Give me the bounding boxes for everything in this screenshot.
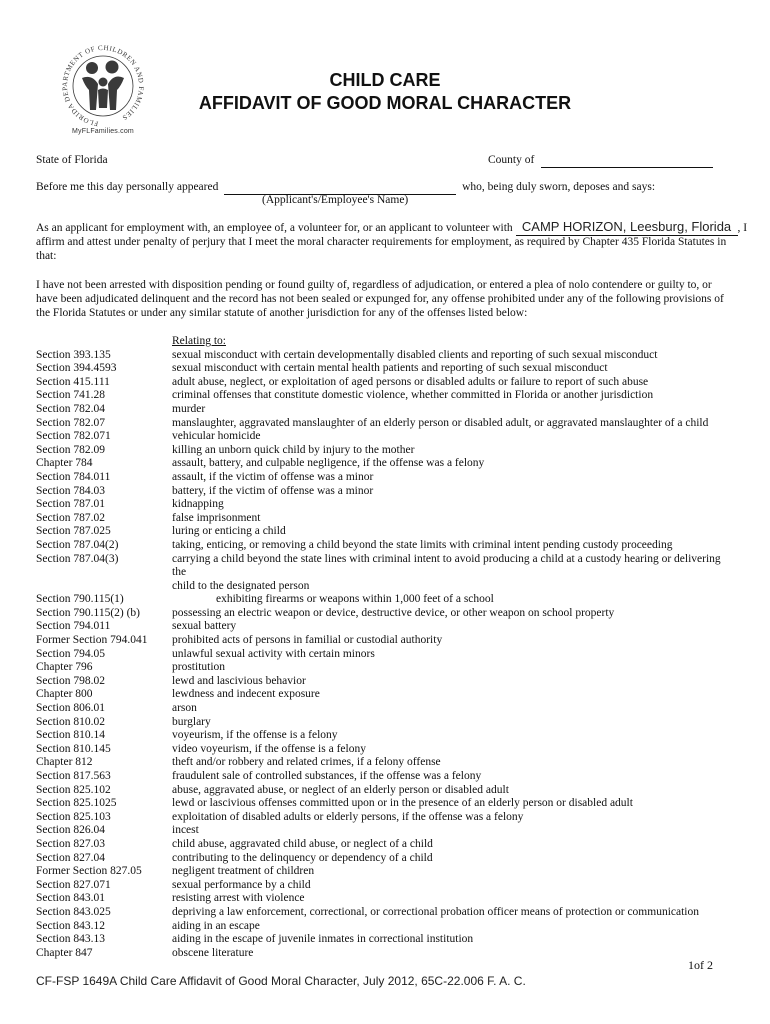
offense-description: aiding in an escape [172,919,260,932]
offense-description: exploitation of disabled adults or elderly persons, if the offense was a felony [172,810,524,823]
offense-row [36,539,736,553]
offense-section: Section 826.04 [36,824,105,837]
offense-row [36,485,736,499]
offense-section: Section 825.102 [36,783,111,796]
offense-section: Section 790.115(2) (b) [36,606,141,619]
employment-line1 [36,220,747,236]
offense-row [36,403,736,417]
employment-line2: affirm and attest under penalty of perjury that I meet the moral character requirements for employment, as required by Chapter 435 Florida Statutes in [36,236,727,248]
offense-section: Section 394.4593 [36,362,117,375]
offense-description: exhibiting firearms or weapons within 1,000 feet of a school [216,593,494,606]
offense-row [36,593,736,607]
form-id: CF-FSP 1649A Child Care Affidavit of Good Moral Character, July 2012, 65C-22.006 F. A. C. [36,974,526,988]
employer-value: CAMP HORIZON, Leesburg, Florida [521,219,732,234]
relating-to-header: Relating to: [172,335,226,347]
offense-section: Chapter 796 [36,661,93,674]
offense-row [36,920,736,934]
offense-description: obscene literature [172,946,254,959]
offense-section: Section 798.02 [36,674,105,687]
offense-section: Section 784.011 [36,470,111,483]
offense-description: taking, enticing, or removing a child beyond the state limits with criminal intent pending custody proceeding [172,538,673,551]
offense-description: child to the designated person [172,579,310,592]
offense-description: unlawful sexual activity with certain minors [172,647,375,660]
offense-description: possessing an electric weapon or device, destructive device, or other weapon on school property [172,606,615,619]
offense-section: Section 787.04(2) [36,538,119,551]
offense-row [36,729,736,743]
offense-description: depriving a law enforcement, correctional, or correctional probation officer means of protection or communication [172,905,699,918]
offense-section: Section 843.13 [36,933,105,946]
offense-row [36,756,736,770]
offense-description: assault, if the victim of offense was a minor [172,470,374,483]
offense-row [36,933,736,947]
employment-line3: that: [36,250,57,262]
offense-section: Chapter 800 [36,688,93,701]
offense-section: Section 787.01 [36,498,105,511]
page-number: 1of 2 [688,958,713,972]
offense-description: murder [172,402,206,415]
offense-description: manslaughter, aggravated manslaughter of an elderly person or disabled adult, or aggravated manslaughter of a child [172,416,709,429]
offense-description: video voyeurism, if the offense is a felony [172,742,366,755]
offense-section: Section 782.09 [36,443,105,456]
employer-input[interactable] [516,220,738,236]
offense-row [36,892,736,906]
offense-row [36,716,736,730]
offense-row [36,376,736,390]
offense-description: lewdness and indecent exposure [172,688,320,701]
offense-row [36,553,736,580]
appearance-prefix: Before me this day personally appeared [36,181,219,193]
offense-section: Section 741.28 [36,389,105,402]
offense-description: burglary [172,715,211,728]
offense-section: Section 790.115(1) [36,593,124,606]
offense-description: assault, battery, and culpable negligence, if the offense was a felony [172,457,485,470]
offense-row [36,838,736,852]
offense-description: negligent treatment of children [172,865,315,878]
offense-section: Chapter 784 [36,457,93,470]
page-title-line1: CHILD CARE [329,70,441,90]
offense-description: vehicular homicide [172,430,261,443]
offense-row [36,417,736,431]
offense-row [36,349,736,363]
offense-description: sexual performance by a child [172,878,311,891]
offense-row [36,865,736,879]
offense-section: Section 806.01 [36,702,105,715]
offense-description: killing an unborn quick child by injury to the mother [172,443,415,456]
offense-section: Section 827.071 [36,878,111,891]
offense-description: sexual misconduct with certain developmentally disabled clients and reporting of such sexual misconduct [172,348,658,361]
offense-section: Section 787.04(3) [36,552,119,565]
offense-section: Section 794.05 [36,647,105,660]
offense-row [36,688,736,702]
offense-row [36,620,736,634]
offense-section: Section 782.04 [36,402,105,415]
offense-rows [36,349,736,961]
offense-description: prohibited acts of persons in familial or custodial authority [172,634,443,647]
county-field-row [488,153,713,168]
offense-section: Section 827.04 [36,851,105,864]
offense-section: Section 393.135 [36,348,111,361]
offense-section: Section 810.14 [36,729,105,742]
offense-row [36,607,736,621]
applicant-name-caption: (Applicant's/Employee's Name) [262,194,409,206]
offense-section: Section 843.01 [36,892,105,905]
offense-description: aiding in the escape of juvenile inmates in correctional institution [172,933,474,946]
employment-suffix: , I [737,222,748,234]
offense-row [36,389,736,403]
offense-description: lewd and lascivious behavior [172,674,306,687]
offense-section: Section 787.025 [36,525,111,538]
offense-row [36,430,736,444]
offense-row [36,824,736,838]
offense-row [36,648,736,662]
offense-section: Section 843.12 [36,919,105,932]
offense-description: prostitution [172,661,226,674]
offense-row [36,498,736,512]
state-label: State of Florida [36,154,108,166]
offense-row [36,852,736,866]
offense-description: sexual battery [172,620,237,633]
offense-section [36,580,172,594]
logo-url: MyFLFamilies.com [72,128,134,135]
appearance-suffix: who, being duly sworn, deposes and says: [462,181,656,193]
offense-section: Section 825.103 [36,810,111,823]
offense-description: sexual misconduct with certain mental health patients and reporting of such sexual misconduct [172,362,608,375]
offense-row [36,661,736,675]
offense-description: incest [172,824,199,837]
statement-paragraph: I have not been arrested with disposition pending or found guilty of, regardless of adjudication, or entered a plea of nolo contendere or guilty to, or have been adjudicated delinquent and the record has not been sealed or expunged for, any offense prohibited under any of the following provisions of the Florida Statutes or under any similar statute of another jurisdiction for any of the offenses listed below: [36,279,724,319]
offense-row [36,947,736,961]
offense-row [36,457,736,471]
county-input[interactable] [541,153,713,168]
offense-description: luring or enticing a child [172,525,286,538]
offense-description: false imprisonment [172,511,261,524]
offense-section: Section 784.03 [36,484,105,497]
offense-section: Section 794.011 [36,620,111,633]
offense-row [36,362,736,376]
logo-ring-text: FLORIDA DEPARTMENT OF CHILDREN AND FAMILIES [60,43,146,128]
offense-description: abuse, aggravated abuse, or neglect of an elderly person or disabled adult [172,783,509,796]
offense-row [36,580,736,594]
offense-row [36,702,736,716]
offense-description: criminal offenses that constitute domestic violence, whether committed in Florida or another jurisdiction [172,389,654,402]
offense-row [36,512,736,526]
offense-row [36,743,736,757]
offense-description: child abuse, aggravated child abuse, or neglect of a child [172,837,433,850]
offense-description: contributing to the delinquency or dependency of a child [172,851,433,864]
offense-section: Chapter 812 [36,756,93,769]
offense-description: battery, if the victim of offense was a minor [172,484,374,497]
offense-row [36,811,736,825]
offense-description: resisting arrest with violence [172,892,305,905]
offense-section: Section 415.111 [36,375,110,388]
offense-description: arson [172,702,197,715]
offenses-header-row [36,335,736,349]
offense-description: kidnapping [172,498,224,511]
offense-row [36,675,736,689]
offense-section: Section 782.071 [36,430,111,443]
offense-section: Former Section 794.041 [36,634,148,647]
offense-section: Section 810.145 [36,742,111,755]
offense-section: Section 825.1025 [36,797,117,810]
offense-description: carrying a child beyond the state lines with criminal intent to avoid producing a child at a custody hearing or delivering the [172,552,721,579]
offense-row [36,770,736,784]
offense-section: Section 817.563 [36,770,111,782]
offense-row [36,879,736,893]
offense-section: Section 810.02 [36,715,105,728]
offense-section: Section 787.02 [36,511,105,524]
offense-section: Section 843.025 [36,905,111,918]
offense-row [36,797,736,811]
offense-description: voyeurism, if the offense is a felony [172,729,338,742]
offense-description: fraudulent sale of controlled substances, if the offense was a felony [172,770,482,782]
offense-section: Chapter 847 [36,946,93,959]
offense-description: lewd or lascivious offenses committed upon or in the presence of an elderly person or disabled adult [172,797,633,810]
offenses-table [36,335,736,960]
county-label: County of [488,154,535,166]
offense-description: adult abuse, neglect, or exploitation of aged persons or disabled adults or failure to report of such abuse [172,375,649,388]
offense-section: Section 782.07 [36,416,105,429]
offense-row [36,471,736,485]
offense-section: Former Section 827.05 [36,865,142,878]
offense-row [36,906,736,920]
employment-prefix: As an applicant for employment with, an employee of, a volunteer for, or an applicant to volunteer with [36,222,513,234]
offense-row [36,634,736,648]
offense-row [36,784,736,798]
offense-section: Section 827.03 [36,837,105,850]
offense-row [36,525,736,539]
offense-row [36,444,736,458]
page-title-line2: AFFIDAVIT OF GOOD MORAL CHARACTER [198,93,572,113]
offense-description: theft and/or robbery and related crimes, if a felony offense [172,756,441,769]
